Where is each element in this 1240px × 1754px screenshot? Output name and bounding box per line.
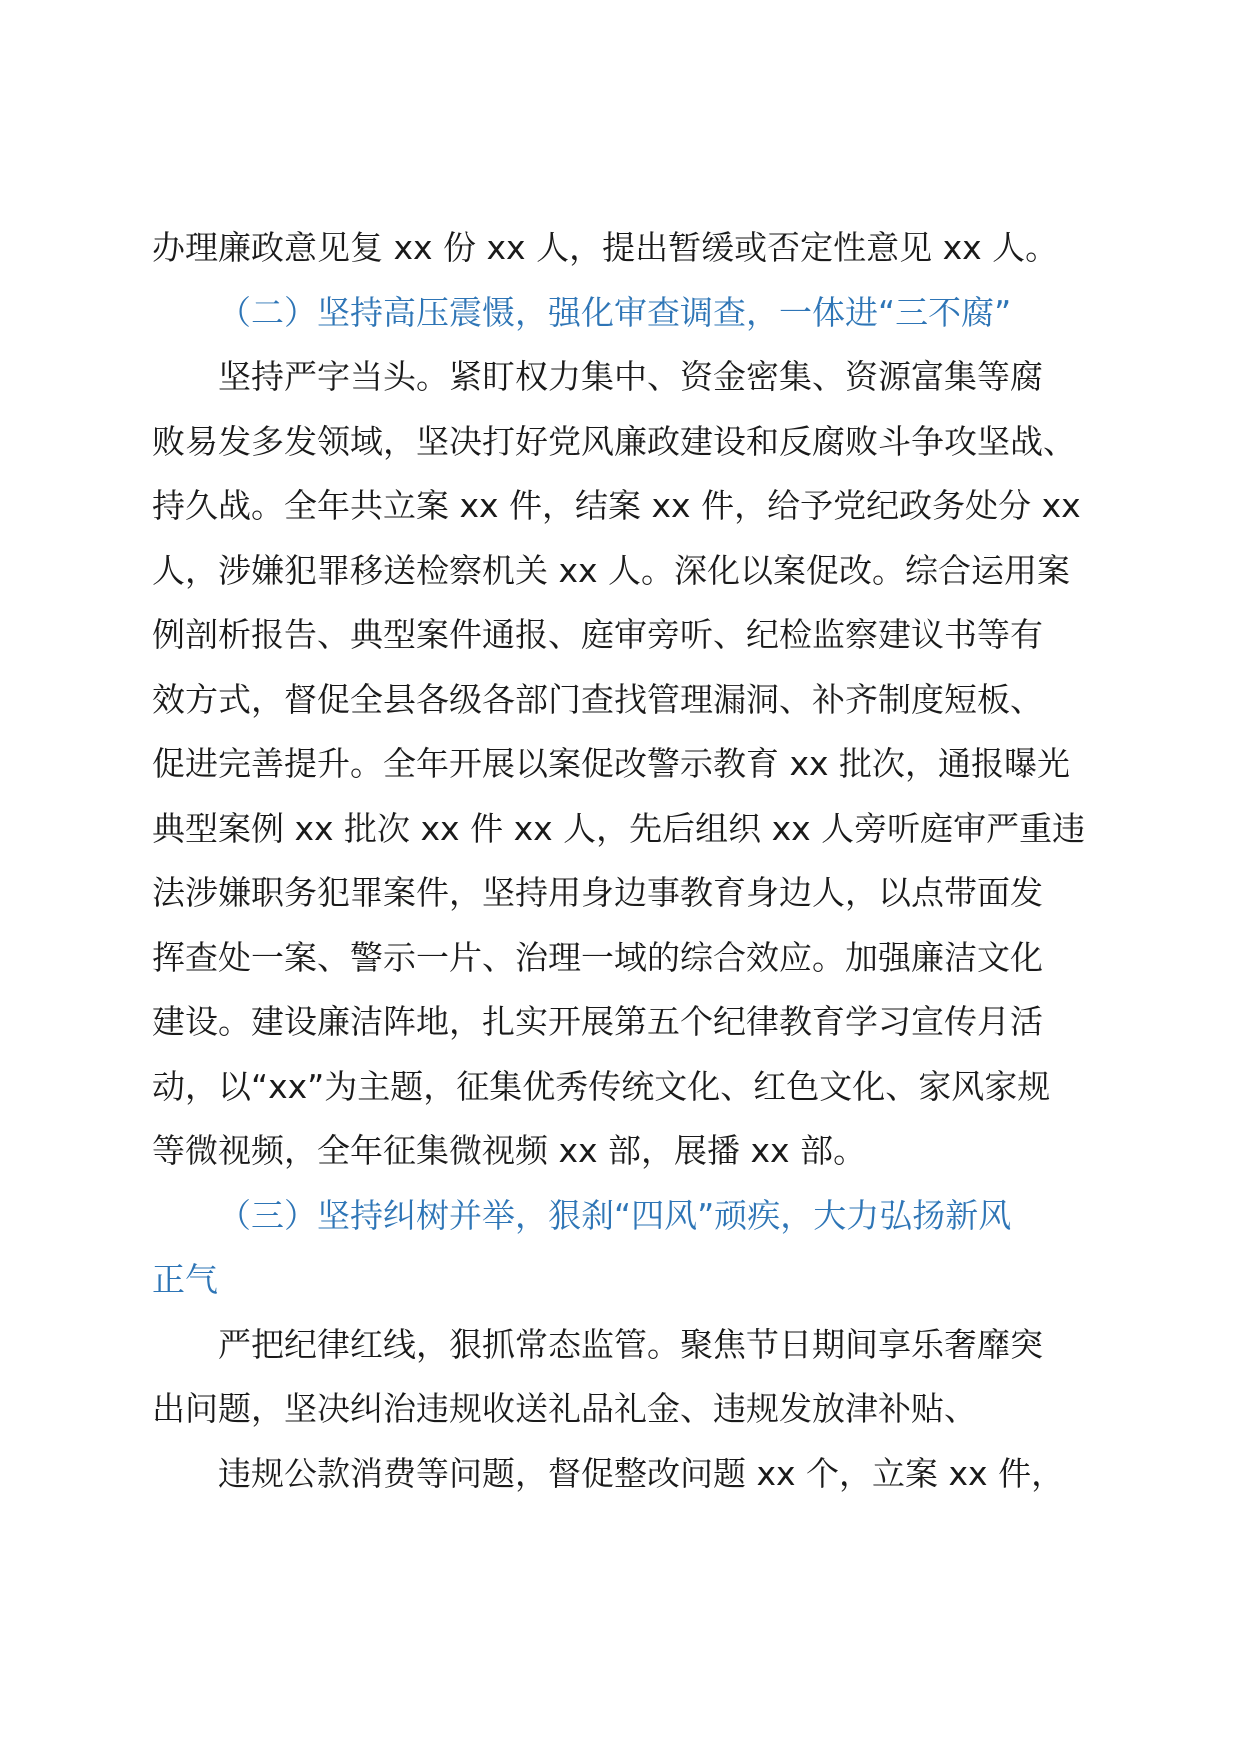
section-heading-3-continuation: 正气: [152, 1260, 218, 1299]
section-heading-2: （二）坚持高压震慑，强化审查调查，一体进“三不腐”: [218, 292, 1012, 332]
paragraph-line: 违规公款消费等问题，督促整改问题 xx 个，立案 xx 件，: [218, 1453, 1065, 1493]
paragraph-line: 挥查处一案、警示一片、治理一域的综合效应。加强廉洁文化: [152, 937, 1043, 977]
paragraph-line: 败易发多发领域，坚决打好党风廉政建设和反腐败斗争攻坚战、: [152, 421, 1076, 461]
paragraph-line: 法涉嫌职务犯罪案件，坚持用身边事教育身边人，以点带面发: [152, 873, 1043, 912]
paragraph-line: 促进完善提升。全年开展以案促改警示教育 xx 批次，通报曝光: [152, 744, 1071, 783]
paragraph-line: 典型案例 xx 批次 xx 件 xx 人，先后组织 xx 人旁听庭审严重违: [152, 808, 1086, 848]
paragraph-line: 坚持严字当头。紧盯权力集中、资金密集、资源富集等腐: [218, 357, 1043, 396]
section-heading-3: （三）坚持纠树并举，狠刹“四风”顽疾，大力弘扬新风: [218, 1195, 1012, 1235]
paragraph-line: 动，以“xx”为主题，征集优秀传统文化、红色文化、家风家规: [152, 1066, 1051, 1106]
paragraph-line: 持久战。全年共立案 xx 件，结案 xx 件，给予党纪政务处分 xx: [152, 486, 1081, 525]
paragraph-line: 例剖析报告、典型案件通报、庭审旁听、纪检监察建议书等有: [152, 615, 1043, 654]
paragraph-line: 等微视频，全年征集微视频 xx 部，展播 xx 部。: [152, 1131, 867, 1170]
paragraph-line: 严把纪律红线，狠抓常态监管。聚焦节日期间享乐奢靡突: [218, 1324, 1043, 1364]
paragraph-line: 效方式，督促全县各级各部门查找管理漏洞、补齐制度短板、: [152, 679, 1043, 719]
paragraph-line: 办理廉政意见复 xx 份 xx 人，提出暂缓或否定性意见 xx 人。: [152, 228, 1059, 267]
document-body: [152, 216, 1092, 1506]
paragraph-line: 建设。建设廉洁阵地，扎实开展第五个纪律教育学习宣传月活: [152, 1002, 1043, 1041]
paragraph-line: 人，涉嫌犯罪移送检察机关 xx 人。深化以案促改。综合运用案: [152, 550, 1071, 590]
paragraph-line: 出问题，坚决纠治违规收送礼品礼金、违规发放津补贴、: [152, 1389, 977, 1428]
